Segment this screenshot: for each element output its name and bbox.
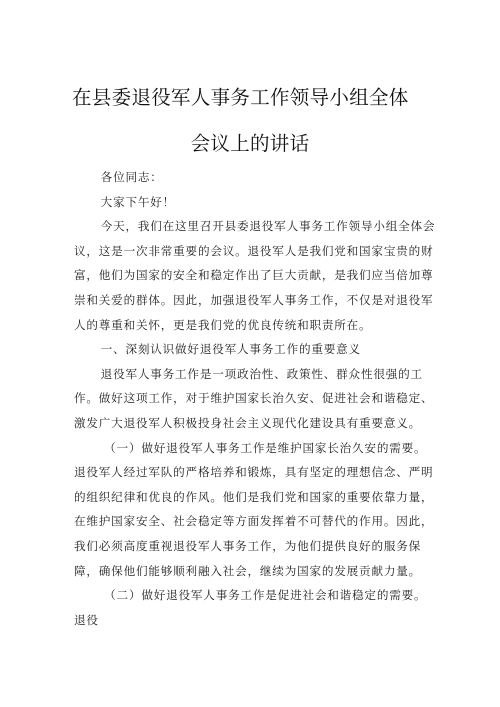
- intro-paragraph: 今天，我们在这里召开县委退役军人事务工作领导小组全体会议，这是一次非常重要的会议。退役军人是我们党和国家宝贵的财富，他们为国家的安全和稳定作出了巨大贡献，是我们应当倍加尊崇和关爱的群体。因此，加强退役军人事务工作，不仅是对退役军人的尊重和关怀，更是我们党的优良传统和职责所在。: [74, 219, 436, 332]
- subsection-paragraph: （一）做好退役军人事务工作是维护国家长治久安的需要。退役军人经过军队的严格培养和锻炼，具有坚定的理想信念、严明的组织纪律和优良的作风。他们是我们党和国家的重要依靠力量，在维护国家安全、社会稳定等方面发挥着不可替代的作用。因此，我们必须高度重视退役军人事务工作，为他们提供良好的服务保障，确保他们能够顺利融入社会，继续为国家的发展贡献力量。: [74, 440, 434, 578]
- document-title-line1: 在县委退役军人事务工作领导小组全体: [72, 86, 409, 109]
- section-heading: 一、深刻认识做好退役军人事务工作的重要意义: [100, 342, 361, 357]
- salutation-paragraph: 大家下午好！: [100, 194, 176, 209]
- document-title-line2: 会议上的讲话: [190, 132, 310, 155]
- greeting-paragraph: 各位同志：: [100, 170, 163, 184]
- subsection-paragraph: （二）做好退役军人事务工作是促进社会和谐稳定的需要。退役: [74, 588, 427, 627]
- section-paragraph: 退役军人事务工作是一项政治性、政策性、群众性很强的工作。做好这项工作，对于维护国家长治久安、促进社会和谐稳定、激发广大退役军人积极投身社会主义现代化建设具有重要意义。: [74, 366, 434, 430]
- document-body: [74, 165, 438, 632]
